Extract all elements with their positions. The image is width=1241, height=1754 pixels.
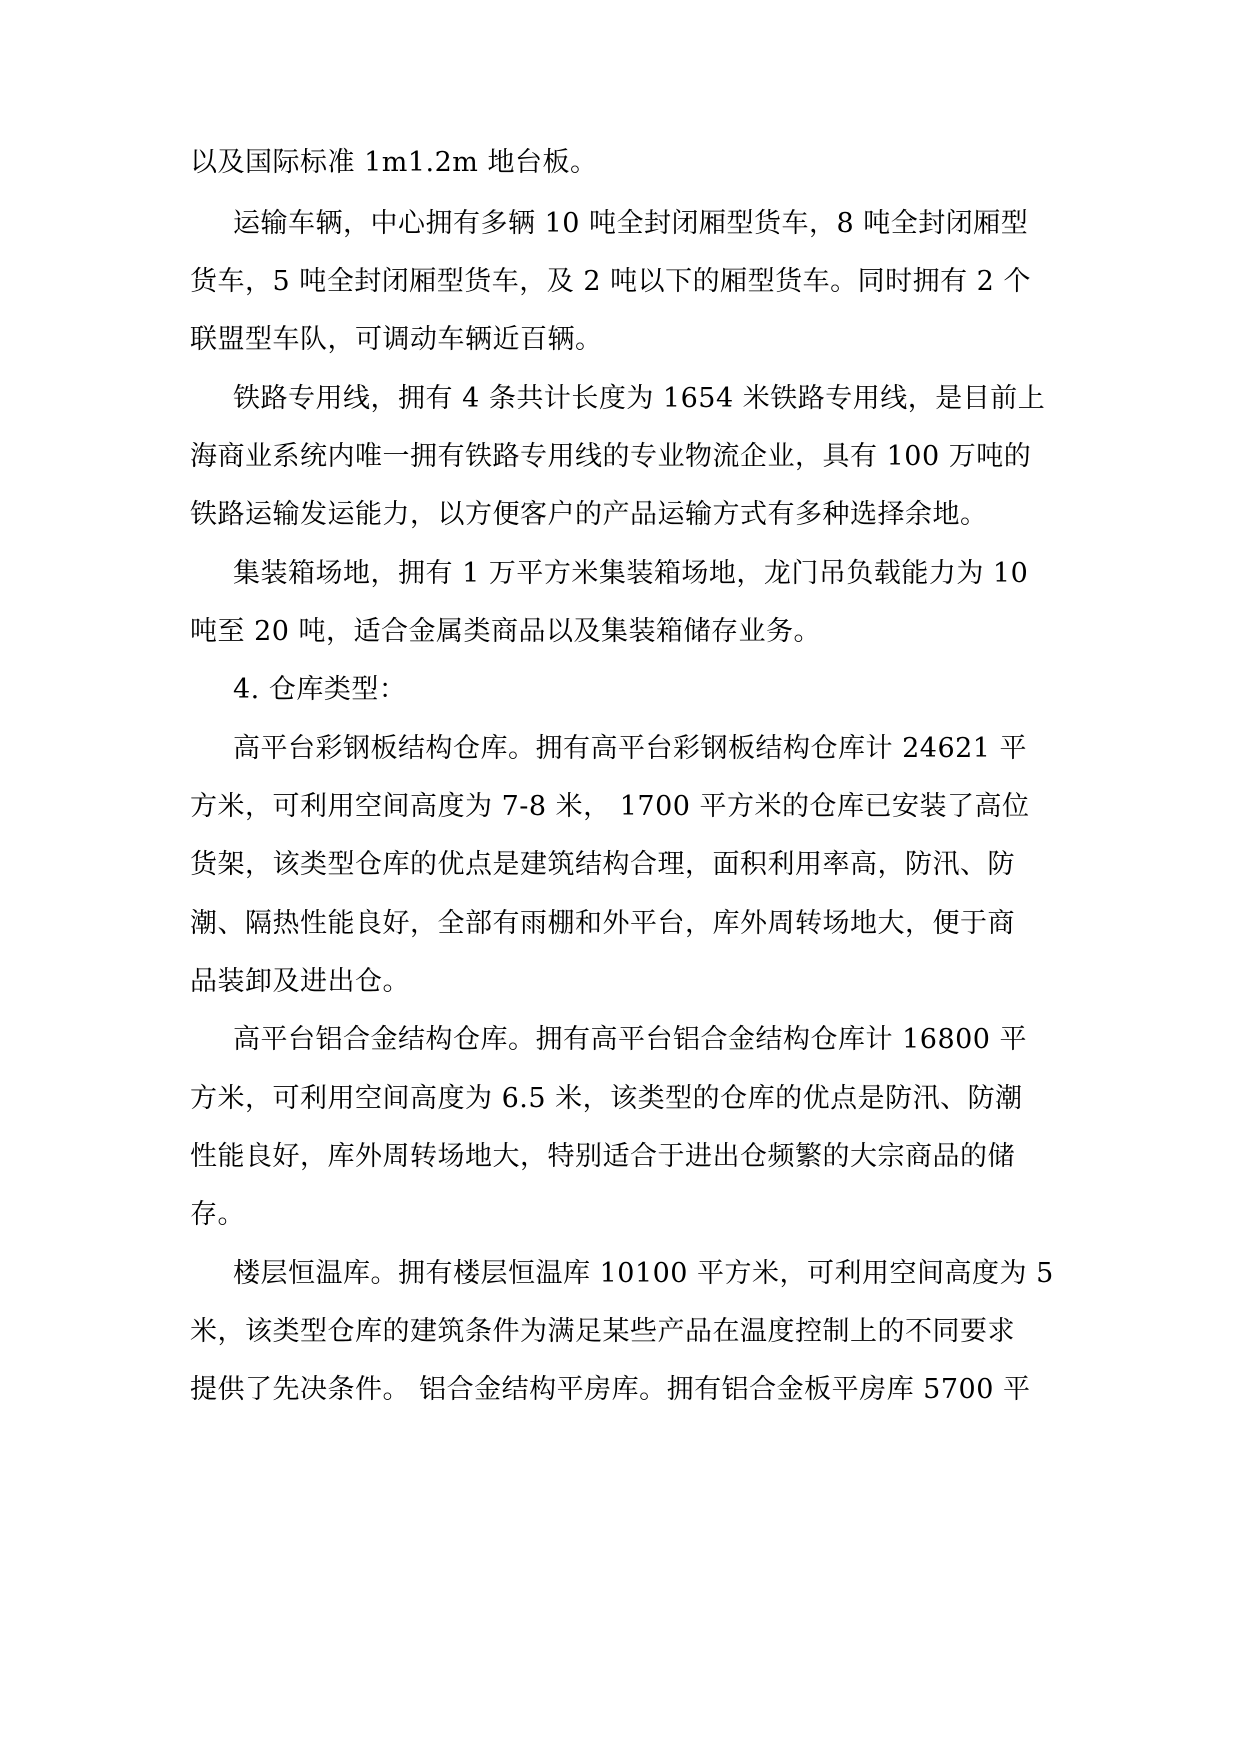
text-line: 高平台铝合金结构仓库。拥有高平台铝合金结构仓库计 16800 平: [233, 1024, 1028, 1055]
text-line: 提供了先决条件。 铝合金结构平房库。拥有铝合金板平房库 5700 平: [190, 1374, 1031, 1405]
text-line: 集装箱场地，拥有 1 万平方米集装箱场地，龙门吊负载能力为 10: [233, 558, 1029, 589]
text-line: 品装卸及进出仓。: [190, 966, 410, 997]
text-line: 吨至 20 吨，适合金属类商品以及集装箱储存业务。: [190, 616, 822, 647]
text-line: 米，该类型仓库的建筑条件为满足某些产品在温度控制上的不同要求: [190, 1316, 1015, 1347]
section-heading: 4. 仓库类型：: [233, 674, 407, 705]
text-line: 货车，5 吨全封闭厢型货车，及 2 吨以下的厢型货车。同时拥有 2 个: [190, 266, 1031, 297]
text-line: 性能良好，库外周转场地大，特别适合于进出仓频繁的大宗商品的储: [190, 1141, 1015, 1172]
text-line: 存。: [190, 1199, 245, 1230]
text-line: 以及国际标准 1m1.2m 地台板。: [190, 147, 598, 178]
text-line: 铁路运输发运能力，以方便客户的产品运输方式有多种选择余地。: [190, 499, 988, 530]
text-line: 方米，可利用空间高度为 6.5 米，该类型的仓库的优点是防汛、防潮: [190, 1083, 1023, 1114]
text-line: 高平台彩钢板结构仓库。拥有高平台彩钢板结构仓库计 24621 平: [233, 733, 1028, 764]
text-line: 联盟型车队，可调动车辆近百辆。: [190, 324, 603, 355]
text-line: 海商业系统内唯一拥有铁路专用线的专业物流企业，具有 100 万吨的: [190, 441, 1032, 472]
text-line: 铁路专用线，拥有 4 条共计长度为 1654 米铁路专用线，是目前上: [233, 383, 1046, 414]
text-line: 方米，可利用空间高度为 7-8 米， 1700 平方米的仓库已安装了高位: [190, 791, 1030, 822]
text-line: 货架，该类型仓库的优点是建筑结构合理，面积利用率高，防汛、防: [190, 849, 1015, 880]
text-line: 潮、隔热性能良好，全部有雨棚和外平台，库外周转场地大，便于商: [190, 908, 1015, 939]
text-line: 运输车辆，中心拥有多辆 10 吨全封闭厢型货车，8 吨全封闭厢型: [233, 208, 1029, 239]
text-line: 楼层恒温库。拥有楼层恒温库 10100 平方米，可利用空间高度为 5: [233, 1258, 1054, 1289]
